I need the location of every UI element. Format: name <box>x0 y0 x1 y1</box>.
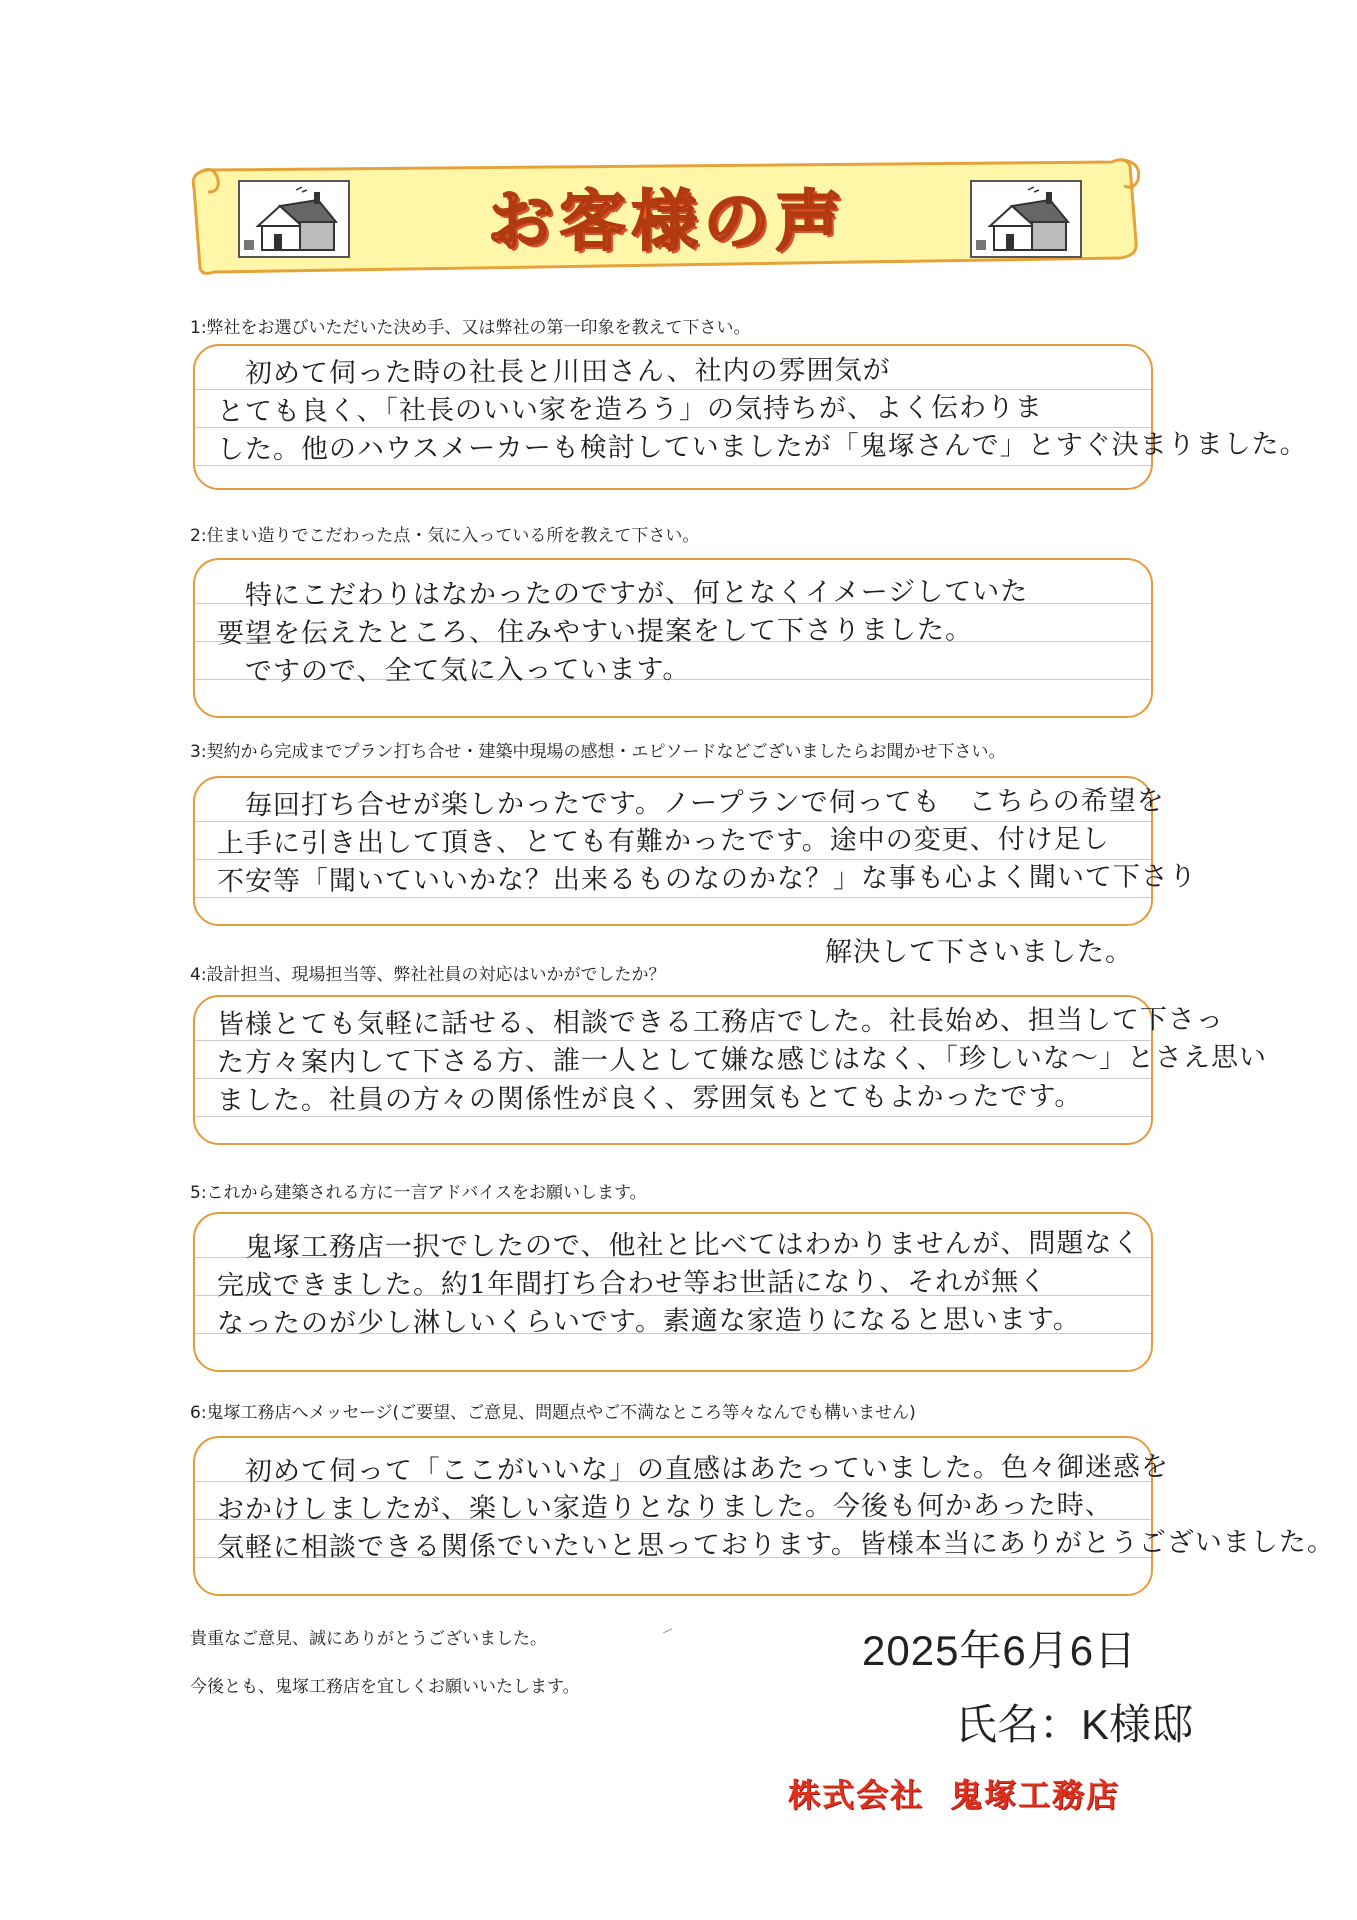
answer-line: た方々案内して下さる方、誰一人として嫌な感じはなく、「珍しいな〜」とさえ思い <box>216 1041 1268 1079</box>
house-icon <box>970 180 1082 258</box>
answer-box <box>193 558 1153 718</box>
title-banner <box>190 158 1145 276</box>
answer-line: なったのが少し淋しいくらいです。素適な家造りになると思います。 <box>216 1303 1081 1340</box>
regards-text: 今後とも、鬼塚工務店を宜しくお願いいたします。 <box>190 1677 580 1697</box>
question-label: 3:契約から完成までプラン打ち合せ・建築中現場の感想・エピソードなどございましたらお聞かせ下さい。 <box>190 742 1006 762</box>
banner-title: お客様の声 <box>487 183 848 260</box>
stray-mark <box>663 1628 675 1639</box>
answer-box <box>193 344 1308 490</box>
answer-line: 完成できました。約1年間打ち合わせ等お世話になり、それが無く <box>216 1266 1048 1302</box>
company-name-part: 鬼塚工務店 <box>950 1776 1121 1814</box>
answer-line: 毎回打ち合せが楽しかったです。ノープランで伺っても こちらの希望を <box>216 785 1165 822</box>
answer-line: 鬼塚工務店一択でしたので、他社と比べてはわかりませんが、問題なく <box>216 1227 1141 1264</box>
question-label: 2:住まい造りでこだわった点・気に入っている所を教えて下さい。 <box>190 526 700 546</box>
answer-line: 特にこだわりはなかったのですが、何となくイメージしていた <box>216 576 1029 612</box>
answer-line: 皆様とても気軽に話せる、相談できる工務店でした。社長始め、担当して下さっ <box>216 1004 1224 1041</box>
answer-line: おかけしましたが、楽しい家造りとなりました。今後も何かあった時、 <box>216 1489 1113 1526</box>
answer-line: 不安等「聞いていいかな？出来るものなのかな？」な事も心よく聞いて下さり <box>216 861 1198 898</box>
answer-box <box>193 776 1198 926</box>
customer-name: 氏名：K様邸 <box>955 1701 1194 1748</box>
company-name <box>788 1770 1120 1816</box>
answer-box <box>193 1436 1335 1596</box>
answer-line: 要望を伝えたところ、住みやすい提案をして下さりました。 <box>216 614 974 650</box>
question-label: 4:設計担当、現場担当等、弊社社員の対応はいかがでしたか？ <box>190 965 666 985</box>
date-text: 2025年6月6日 <box>862 1627 1138 1674</box>
answer-line: ました。社員の方々の関係性が良く、雰囲気もとてもよかったです。 <box>216 1080 1083 1117</box>
answer-line: 気軽に相談できる関係でいたいと思っております。皆様本当にありがとうございました。 <box>216 1526 1335 1564</box>
answer-line: ですので、全て気に入っています。 <box>216 653 691 688</box>
answer-line: 初めて伺った時の社長と川田さん、社内の雰囲気が <box>216 354 891 390</box>
answer-overflow-line: 解決して下さいました。 <box>825 937 1133 968</box>
answer-line: 上手に引き出して頂き、とても有難かったです。途中の変更、付け足し <box>216 823 1110 860</box>
answer-box <box>193 1212 1153 1372</box>
answer-line: した。他のハウスメーカーも検討していましたが「鬼塚さんで」とすぐ決まりました。 <box>216 428 1308 466</box>
thanks-text: 貴重なご意見、誠にありがとうございました。 <box>190 1629 547 1649</box>
answer-box <box>193 995 1268 1145</box>
answer-line: とても良く、「社長のいい家を造ろう」の気持ちが、よく伝わりま <box>216 392 1044 428</box>
answer-line: 初めて伺って「ここがいいな」の直感はあたっていました。色々御迷惑を <box>216 1451 1170 1488</box>
question-label: 6:鬼塚工務店へメッセージ(ご要望、ご意見、問題点やご不満なところ等々なんでも構いません) <box>190 1403 916 1423</box>
question-label: 1:弊社をお選びいただいた決め手、又は弊社の第一印象を教えて下さい。 <box>190 318 751 338</box>
company-name-part: 株式会社 <box>788 1776 925 1814</box>
question-label: 5:これから建築される方に一言アドバイスをお願いします。 <box>190 1183 647 1203</box>
